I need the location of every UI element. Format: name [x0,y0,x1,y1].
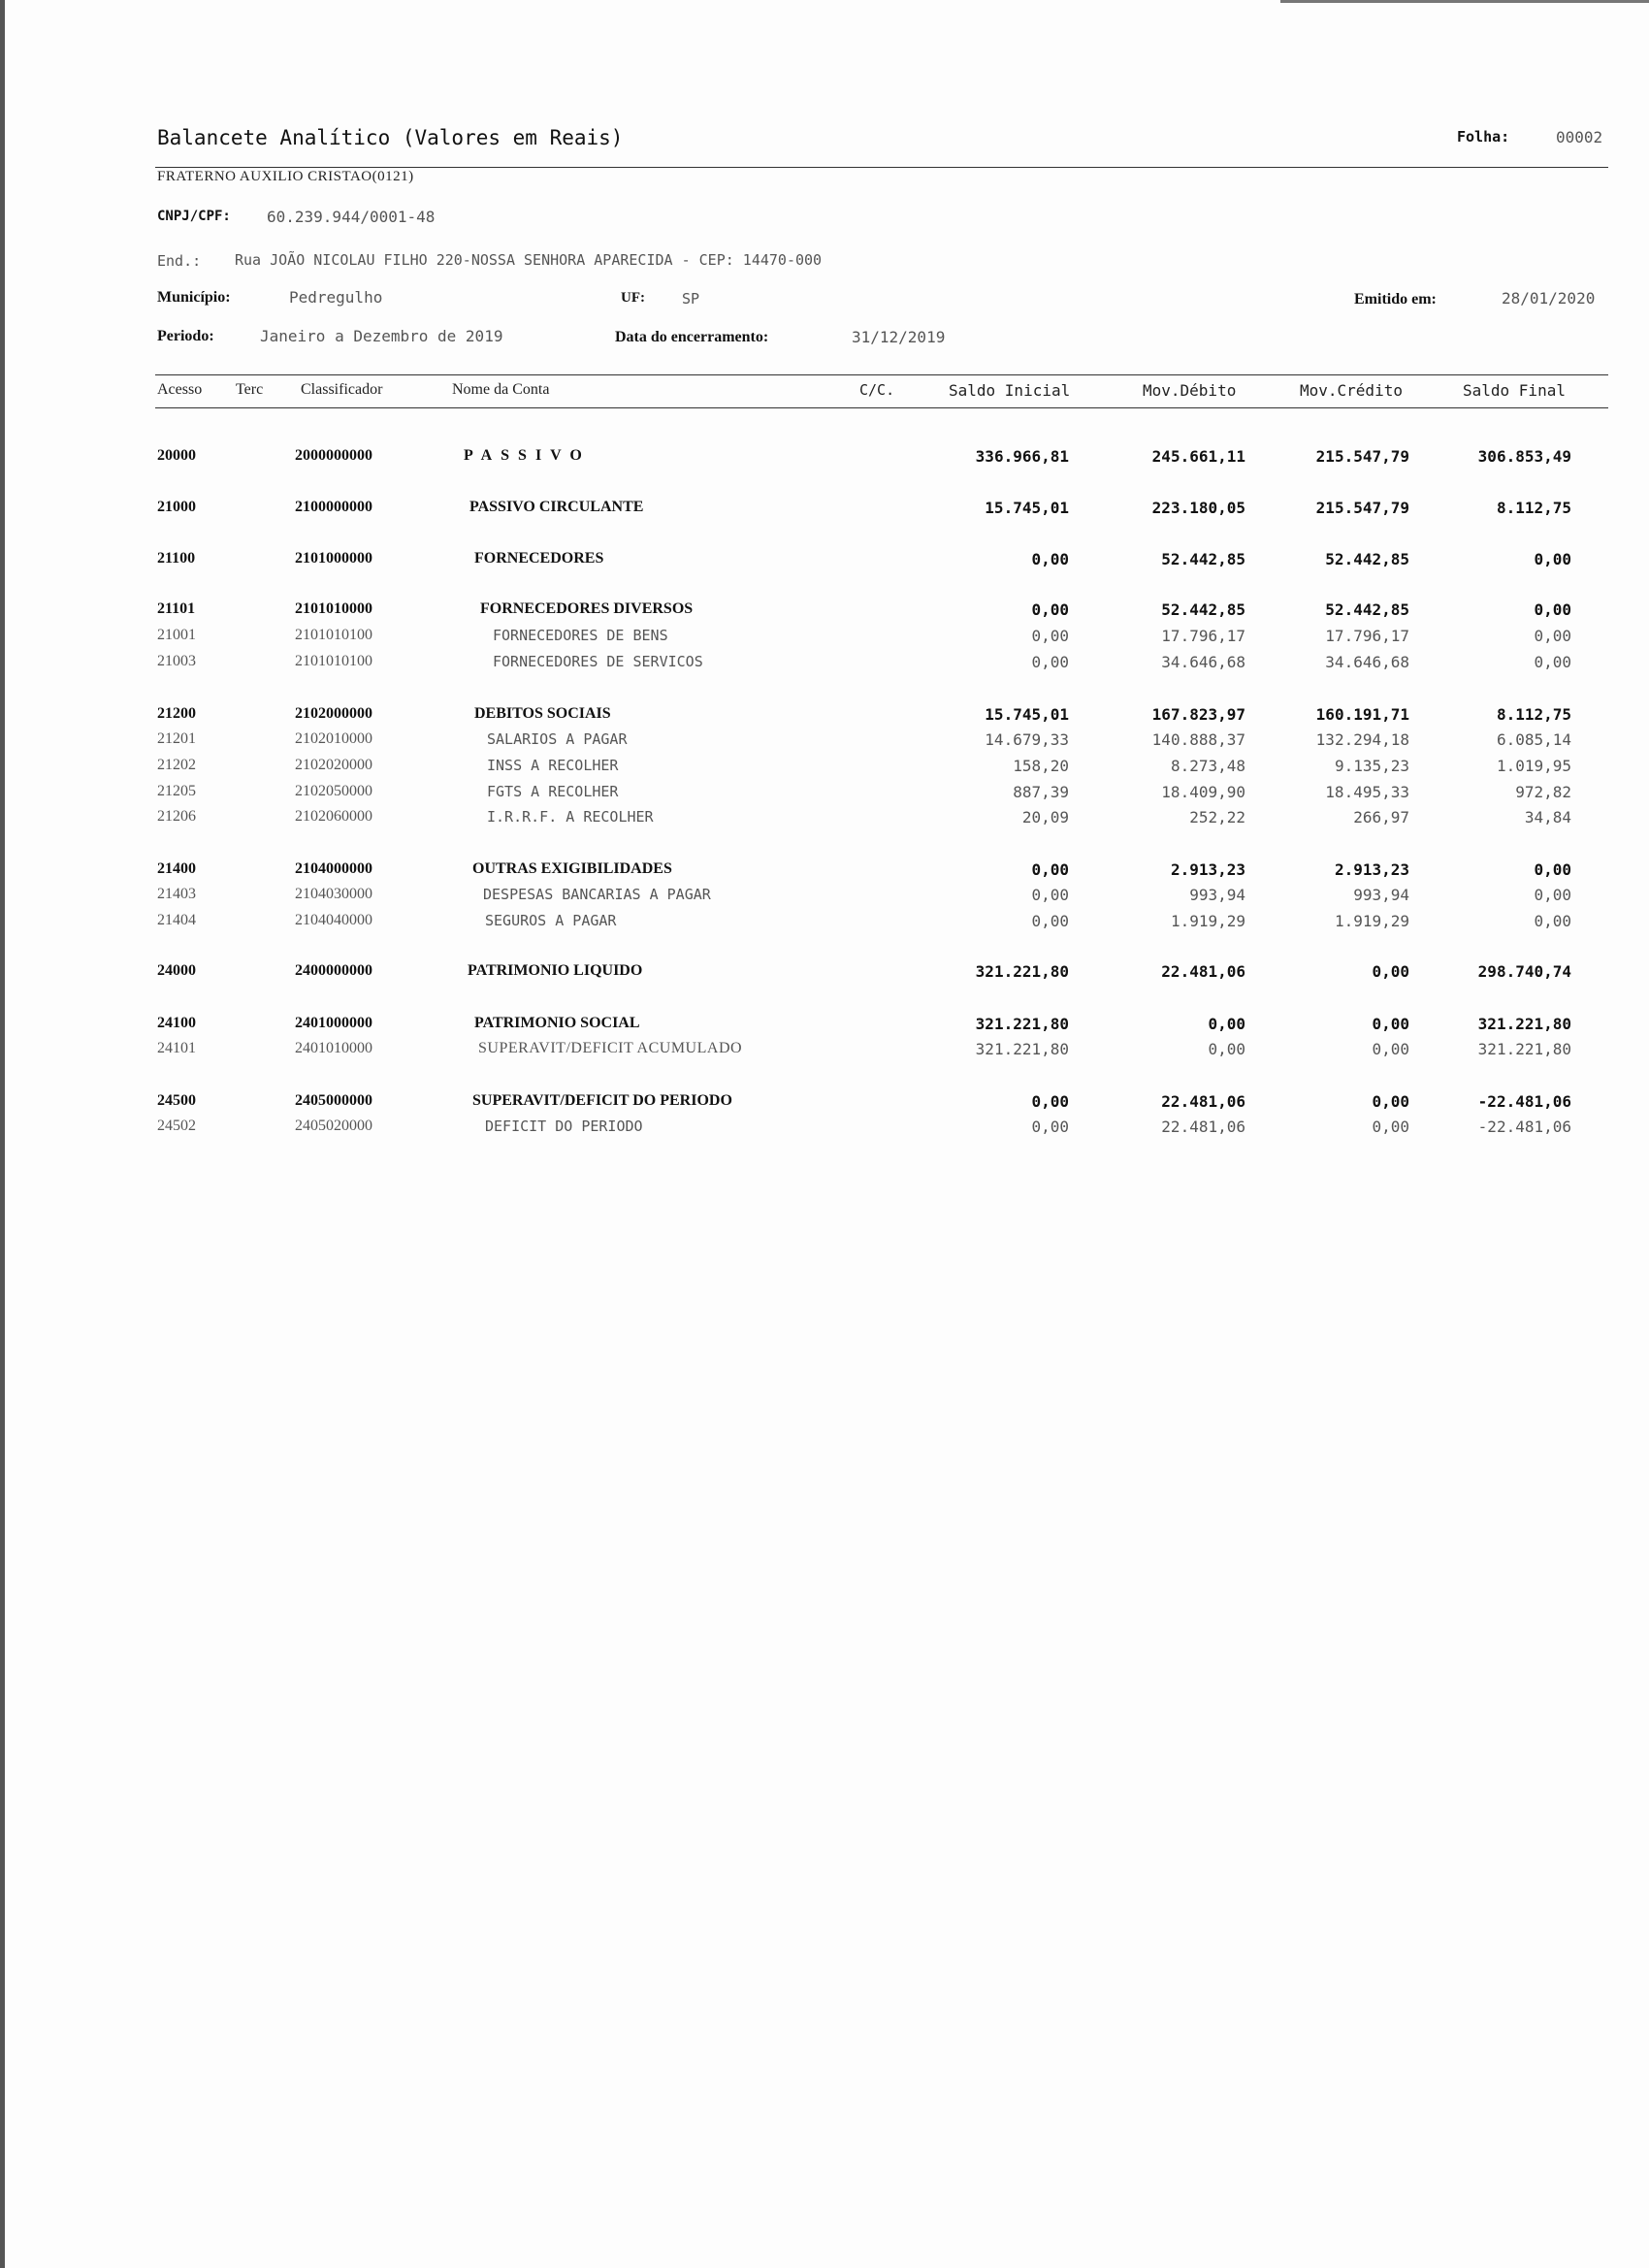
row-mov-debito: 22.481,06 [1161,1092,1245,1111]
row-nome: INSS A RECOLHER [487,757,619,774]
row-saldo-inicial: 0,00 [1031,627,1069,645]
row-acesso: 21000 [157,499,196,515]
row-saldo-final: 972,82 [1515,783,1571,801]
periodo-value: Janeiro a Dezembro de 2019 [260,327,503,345]
row-classificador: 2104000000 [295,860,372,877]
col-saldo-final: Saldo Final [1463,381,1566,400]
row-mov-debito: 2.913,23 [1170,860,1245,879]
row-nome: DEBITOS SOCIAIS [474,705,611,722]
folha-value: 00002 [1556,128,1603,146]
row-classificador: 2104030000 [295,886,372,902]
uf-value: SP [682,290,700,308]
row-saldo-final: 306.853,49 [1477,447,1571,466]
emitido-label: Emitido em: [1354,291,1437,308]
row-classificador: 2405020000 [295,1118,372,1134]
cnpj-value: 60.239.944/0001-48 [267,208,436,226]
row-acesso: 21202 [157,757,196,773]
row-mov-credito: 0,00 [1372,1015,1409,1033]
row-acesso: 24100 [157,1015,196,1031]
row-saldo-inicial: 0,00 [1031,653,1069,671]
row-acesso: 21001 [157,627,196,643]
row-mov-debito: 22.481,06 [1161,962,1245,981]
row-classificador: 2102060000 [295,808,372,825]
row-saldo-inicial: 14.679,33 [985,730,1069,749]
address-label: End.: [157,252,202,270]
row-saldo-inicial: 20,09 [1021,808,1069,826]
row-mov-credito: 1.919,29 [1334,912,1409,930]
row-nome: PASSIVO CIRCULANTE [469,499,644,515]
row-mov-debito: 52.442,85 [1161,550,1245,568]
row-mov-credito: 0,00 [1372,962,1409,981]
folha-label: Folha: [1457,128,1510,146]
address-value: Rua JOÃO NICOLAU FILHO 220-NOSSA SENHORA APARECIDA - CEP: 14470-000 [235,251,823,269]
row-acesso: 21404 [157,912,196,928]
row-saldo-final: 0,00 [1534,600,1571,619]
row-saldo-final: -22.481,06 [1477,1118,1571,1136]
row-saldo-inicial: 0,00 [1031,1118,1069,1136]
row-classificador: 2101010100 [295,627,372,643]
row-saldo-inicial: 15.745,01 [985,705,1069,724]
row-classificador: 2100000000 [295,499,372,515]
col-cc: C/C. [859,381,895,399]
scan-top-edge [1280,0,1649,3]
row-classificador: 2405000000 [295,1092,372,1109]
row-saldo-inicial: 336.966,81 [975,447,1069,466]
row-nome: I.R.R.F. A RECOLHER [487,808,654,826]
row-mov-credito: 34.646,68 [1325,653,1409,671]
col-terc: Terc [236,381,264,398]
row-saldo-final: 0,00 [1534,653,1571,671]
row-saldo-final: 1.019,95 [1496,757,1571,775]
encerramento-value: 31/12/2019 [852,328,946,346]
row-mov-debito: 993,94 [1189,886,1245,904]
row-mov-debito: 18.409,90 [1161,783,1245,801]
col-mov-credito: Mov.Crédito [1300,381,1403,400]
row-acesso: 20000 [157,447,196,464]
periodo-label: Periodo: [157,328,214,344]
row-classificador: 2101010000 [295,600,372,617]
entity-name: FRATERNO AUXILIO CRISTAO(0121) [157,169,414,184]
row-nome: FORNECEDORES [474,550,604,567]
row-saldo-inicial: 0,00 [1031,860,1069,879]
row-saldo-final: 0,00 [1534,912,1571,930]
row-acesso: 24502 [157,1118,196,1134]
row-mov-credito: 160.191,71 [1315,705,1409,724]
row-saldo-final: 6.085,14 [1496,730,1571,749]
row-acesso: 24000 [157,962,196,979]
row-classificador: 2101000000 [295,550,372,567]
row-classificador: 2101010100 [295,653,372,669]
row-acesso: 21201 [157,730,196,747]
row-nome: SEGUROS A PAGAR [485,912,617,929]
row-acesso: 21205 [157,783,196,799]
row-mov-debito: 245.661,11 [1151,447,1245,466]
columns-bottom-rule [155,407,1608,408]
row-saldo-final: -22.481,06 [1477,1092,1571,1111]
row-classificador: 2102050000 [295,783,372,799]
row-mov-debito: 8.273,48 [1170,757,1245,775]
municipio-value: Pedregulho [289,288,383,307]
row-classificador: 2401000000 [295,1015,372,1031]
scan-edge [0,0,5,2268]
report-title: Balancete Analítico (Valores em Reais) [157,126,624,149]
row-nome: SALARIOS A PAGAR [487,730,628,748]
row-mov-credito: 2.913,23 [1334,860,1409,879]
row-mov-debito: 167.823,97 [1151,705,1245,724]
row-mov-debito: 52.442,85 [1161,600,1245,619]
row-classificador: 2102000000 [295,705,372,722]
row-saldo-inicial: 158,20 [1013,757,1069,775]
row-saldo-inicial: 0,00 [1031,886,1069,904]
row-mov-credito: 0,00 [1372,1040,1409,1058]
row-acesso: 21003 [157,653,196,669]
row-classificador: 2102010000 [295,730,372,747]
col-nome-conta: Nome da Conta [452,381,550,398]
row-mov-credito: 132.294,18 [1315,730,1409,749]
row-mov-credito: 215.547,79 [1315,447,1409,466]
row-saldo-final: 321.221,80 [1477,1015,1571,1033]
header-rule [155,167,1608,168]
row-classificador: 2000000000 [295,447,372,464]
row-mov-credito: 52.442,85 [1325,550,1409,568]
row-mov-credito: 0,00 [1372,1118,1409,1136]
col-saldo-inicial: Saldo Inicial [949,381,1071,400]
row-nome: FGTS A RECOLHER [487,783,619,800]
row-nome: DESPESAS BANCARIAS A PAGAR [483,886,711,903]
row-acesso: 21403 [157,886,196,902]
row-saldo-final: 8.112,75 [1496,705,1571,724]
cnpj-label: CNPJ/CPF: [157,209,231,224]
row-saldo-final: 34,84 [1524,808,1571,826]
row-nome: SUPERAVIT/DEFICIT DO PERIODO [472,1092,732,1109]
row-saldo-inicial: 321.221,80 [975,1015,1069,1033]
row-acesso: 21206 [157,808,196,825]
row-nome: FORNECEDORES DE SERVICOS [493,653,703,670]
row-acesso: 21100 [157,550,196,567]
col-mov-debito: Mov.Débito [1143,381,1237,400]
row-nome: SUPERAVIT/DEFICIT ACUMULADO [478,1040,743,1056]
row-saldo-final: 0,00 [1534,550,1571,568]
row-acesso: 21400 [157,860,196,877]
row-mov-debito: 0,00 [1208,1015,1245,1033]
row-mov-debito: 1.919,29 [1170,912,1245,930]
encerramento-label: Data do encerramento: [615,329,769,345]
row-mov-credito: 9.135,23 [1334,757,1409,775]
row-mov-credito: 0,00 [1372,1092,1409,1111]
row-classificador: 2104040000 [295,912,372,928]
row-saldo-final: 298.740,74 [1477,962,1571,981]
row-classificador: 2401010000 [295,1040,372,1056]
row-mov-credito: 266,97 [1353,808,1409,826]
row-saldo-inicial: 321.221,80 [975,962,1069,981]
emitido-value: 28/01/2020 [1502,289,1596,308]
row-saldo-inicial: 15.745,01 [985,499,1069,517]
row-mov-debito: 223.180,05 [1151,499,1245,517]
row-mov-credito: 215.547,79 [1315,499,1409,517]
row-mov-credito: 17.796,17 [1325,627,1409,645]
row-nome: PASSIVO [464,447,591,464]
col-acesso: Acesso [157,381,203,398]
row-mov-credito: 993,94 [1353,886,1409,904]
row-nome: PATRIMONIO SOCIAL [474,1015,640,1031]
row-saldo-inicial: 0,00 [1031,1092,1069,1111]
row-nome: PATRIMONIO LIQUIDO [468,962,643,979]
row-mov-debito: 17.796,17 [1161,627,1245,645]
row-saldo-inicial: 0,00 [1031,912,1069,930]
row-nome: OUTRAS EXIGIBILIDADES [472,860,672,877]
row-classificador: 2400000000 [295,962,372,979]
row-acesso: 24101 [157,1040,196,1056]
row-saldo-inicial: 0,00 [1031,600,1069,619]
row-saldo-final: 321.221,80 [1477,1040,1571,1058]
row-saldo-final: 0,00 [1534,627,1571,645]
row-mov-debito: 140.888,37 [1151,730,1245,749]
row-mov-debito: 0,00 [1208,1040,1245,1058]
row-saldo-inicial: 0,00 [1031,550,1069,568]
row-mov-debito: 34.646,68 [1161,653,1245,671]
uf-label: UF: [621,290,645,306]
row-nome: FORNECEDORES DE BENS [493,627,668,644]
row-acesso: 24500 [157,1092,196,1109]
row-mov-debito: 252,22 [1189,808,1245,826]
row-acesso: 21101 [157,600,196,617]
row-acesso: 21200 [157,705,196,722]
municipio-label: Município: [157,289,231,306]
row-classificador: 2102020000 [295,757,372,773]
columns-top-rule [155,374,1608,375]
row-saldo-inicial: 887,39 [1013,783,1069,801]
row-saldo-final: 0,00 [1534,886,1571,904]
col-classificador: Classificador [301,381,383,398]
row-mov-credito: 18.495,33 [1325,783,1409,801]
row-mov-credito: 52.442,85 [1325,600,1409,619]
row-saldo-final: 8.112,75 [1496,499,1571,517]
row-mov-debito: 22.481,06 [1161,1118,1245,1136]
row-saldo-inicial: 321.221,80 [975,1040,1069,1058]
row-nome: DEFICIT DO PERIODO [485,1118,643,1135]
row-nome: FORNECEDORES DIVERSOS [480,600,694,617]
row-saldo-final: 0,00 [1534,860,1571,879]
